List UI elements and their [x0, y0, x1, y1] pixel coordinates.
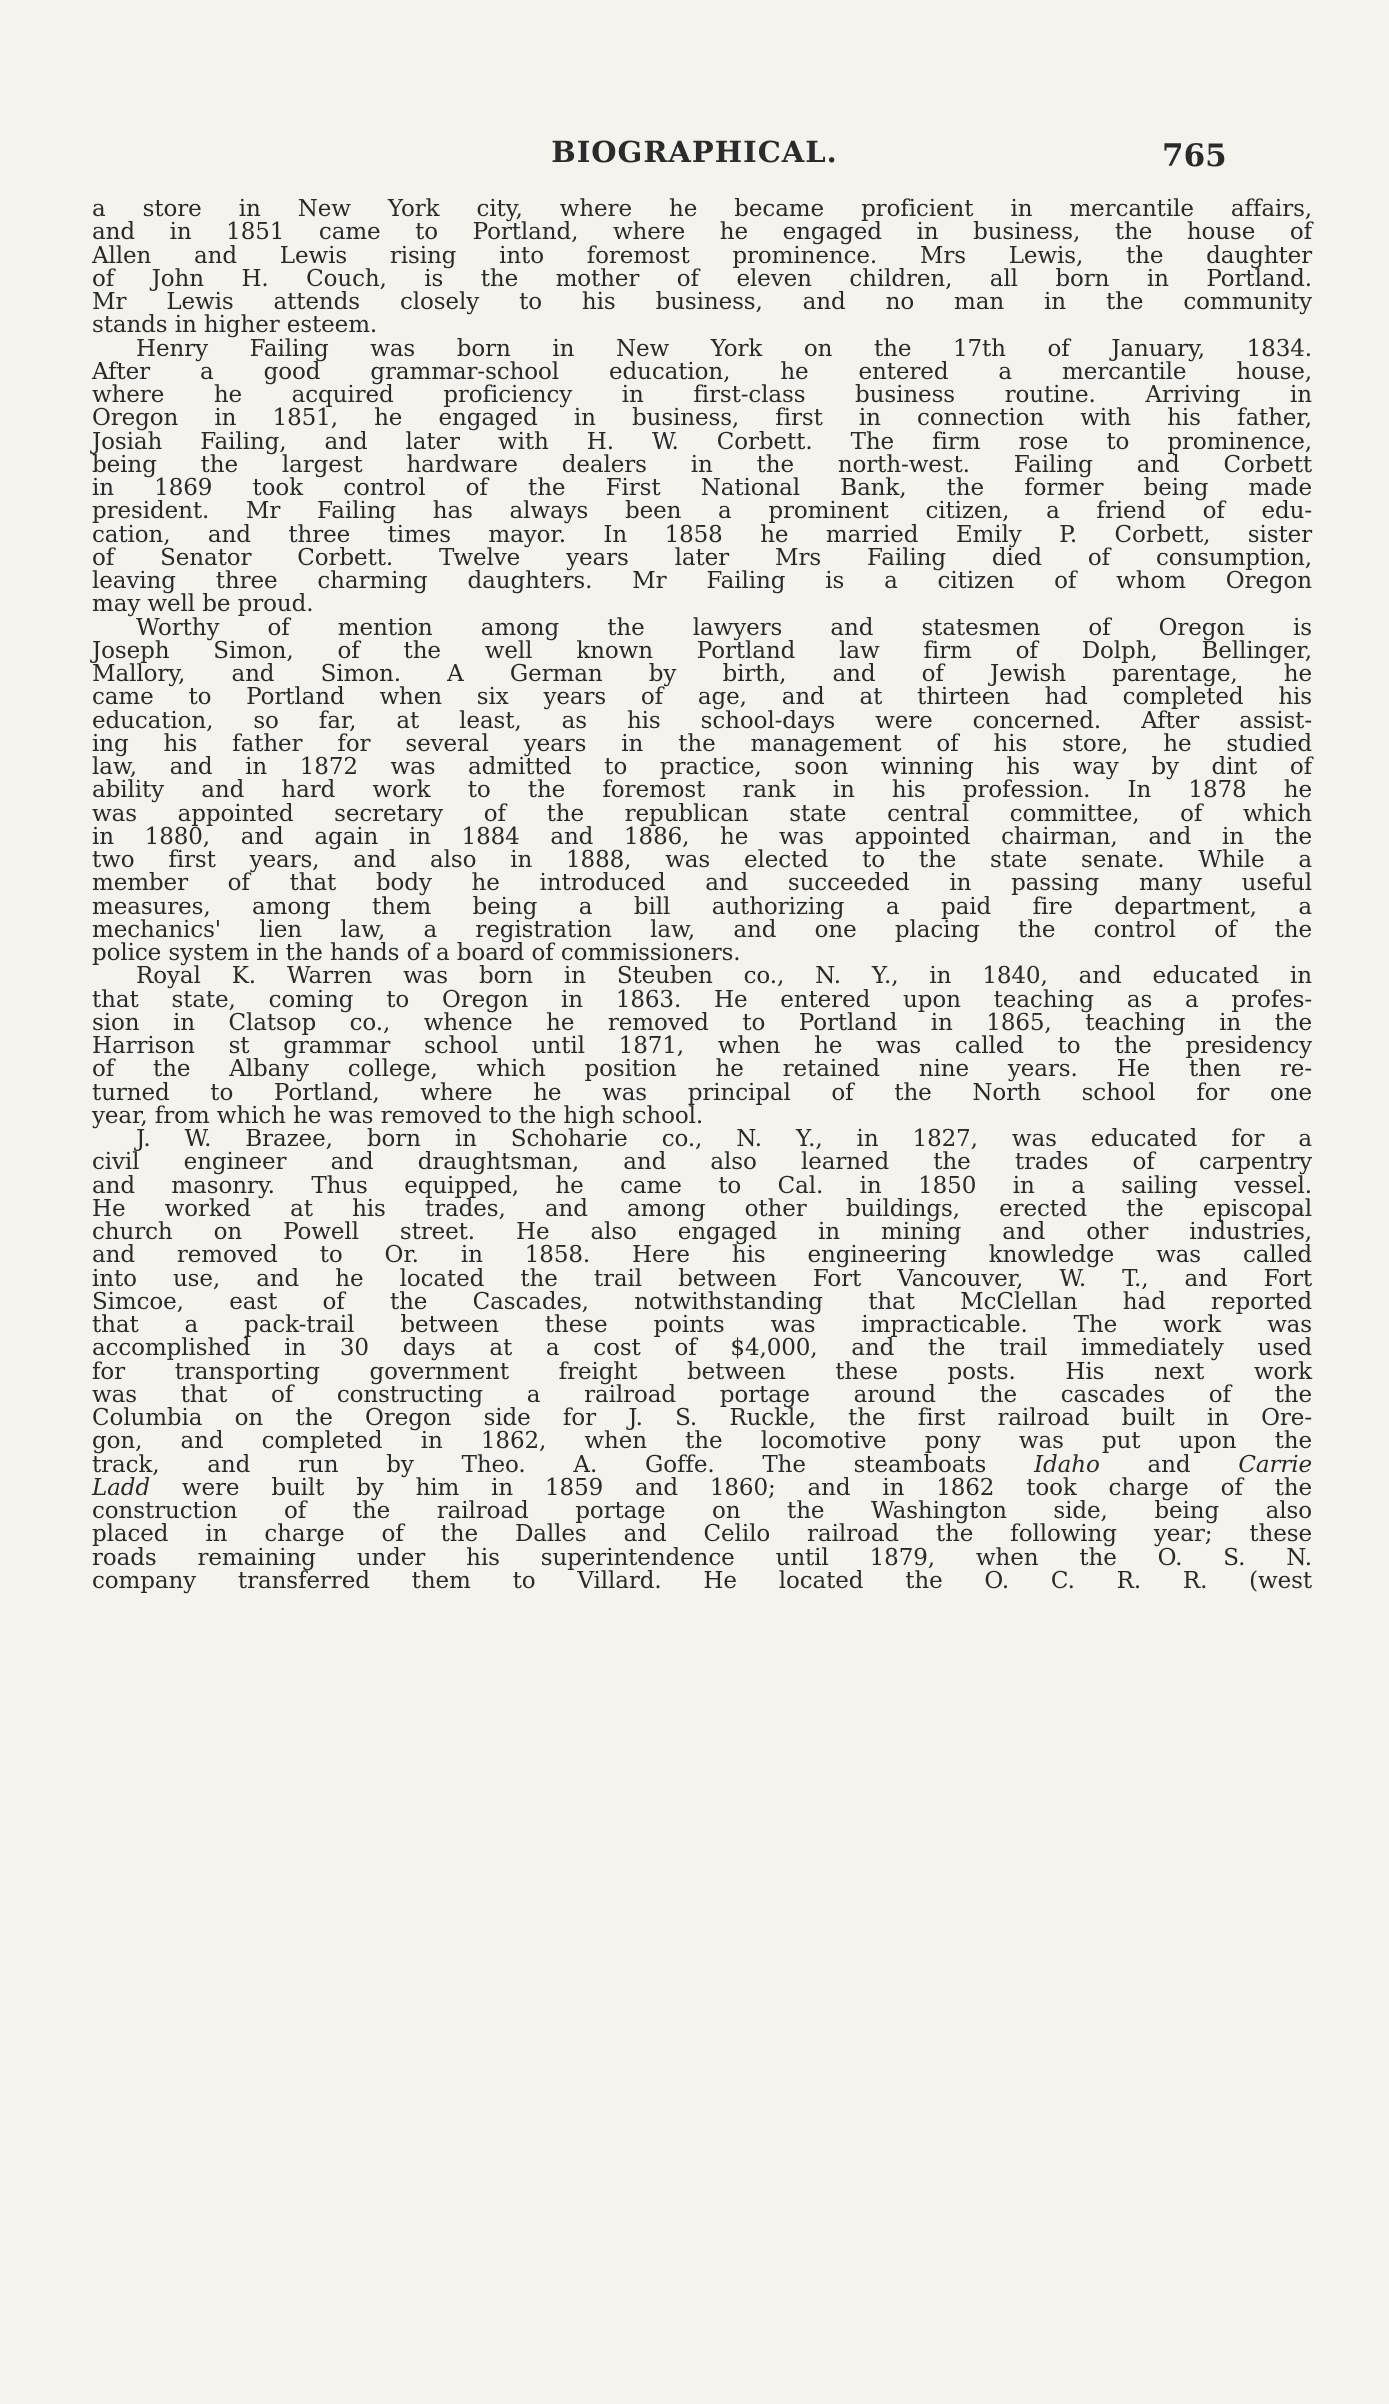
- text-line: [92, 358, 1312, 385]
- text-line: [92, 265, 1312, 292]
- text-line: [92, 893, 1312, 920]
- line-text: president. Mr Failing has always been a prominent citizen, a friend of edu-: [92, 498, 1312, 525]
- text-line: [92, 314, 1312, 337]
- text-line: [92, 1172, 1312, 1199]
- line-text: Royal K. Warren was born in Steuben co., N. Y., in 1840, and educated in: [136, 963, 1312, 990]
- line-text: in 1880, and again in 1884 and 1886, he was appointed chairman, and in the: [92, 823, 1312, 850]
- text-line: [92, 407, 1312, 430]
- text-line: [92, 849, 1312, 872]
- text-line: [92, 428, 1312, 455]
- text-line: [92, 686, 1312, 709]
- line-text: came to Portland when six years of age, and at thirteen had completed his: [92, 684, 1312, 711]
- line-text: and in 1851 came to Portland, where he engaged in business, the house of: [92, 219, 1312, 246]
- line-text: in 1869 took control of the First National Bank, the former being made: [92, 475, 1312, 501]
- line-text: education, so far, at least, as his school-days were concerned. After assist-: [92, 707, 1312, 734]
- text-line: [92, 942, 1312, 965]
- text-line: [92, 707, 1312, 734]
- text-line: [92, 1079, 1312, 1106]
- line-text: Josiah Failing, and later with H. W. Corbett. The firm rose to prominence,: [92, 428, 1312, 455]
- text-line: [92, 730, 1312, 757]
- text-line: [92, 1244, 1312, 1267]
- text-line: [92, 1523, 1312, 1546]
- line-text: police system in the hands of a board of commissioners.: [92, 940, 741, 966]
- text-line: [92, 756, 1312, 779]
- line-text: construction of the railroad portage on the Washington side, being also: [92, 1498, 1312, 1524]
- line-text: were built by him in 1859 and 1860; and in 1862 took charge of the: [150, 1474, 1312, 1501]
- text-line: [92, 663, 1312, 686]
- text-line: [92, 986, 1312, 1013]
- text-line: [92, 1035, 1312, 1058]
- line-text: Henry Failing was born in New York on the 17th of January, 1834.: [136, 335, 1312, 362]
- body-text: [92, 198, 1312, 1593]
- line-text: was appointed secretary of the republican state central committee, of which: [92, 800, 1312, 827]
- text-line: [92, 1314, 1312, 1337]
- line-text: Worthy of mention among the lawyers and statesmen of Oregon is: [136, 614, 1312, 641]
- line-text: ing his father for several years in the management of his store, he studied: [92, 730, 1312, 757]
- text-line: [92, 800, 1312, 827]
- italic-text: Carrie: [1238, 1451, 1312, 1478]
- line-text: cation, and three times mayor. In 1858 he married Emily P. Corbett, sister: [92, 521, 1312, 548]
- line-text: and removed to Or. in 1858. Here his engineering knowledge was called: [92, 1242, 1312, 1269]
- line-text: and: [1099, 1451, 1239, 1478]
- line-text: for transporting government freight between these posts. His next work: [92, 1358, 1312, 1385]
- text-line: [92, 1381, 1312, 1408]
- text-line: [92, 1221, 1312, 1244]
- line-text: Mallory, and Simon. A German by birth, and of Jewish parentage, he: [92, 661, 1312, 687]
- text-line: [92, 637, 1312, 664]
- text-line: [92, 451, 1312, 478]
- line-text: mechanics' lien law, a registration law, and one placing the control of the: [92, 916, 1312, 943]
- line-text: into use, and he located the trail between Fort Vancouver, W. T., and Fort: [92, 1265, 1312, 1292]
- line-text: company transferred them to Villard. He located the O. C. R. R. (west: [92, 1567, 1312, 1594]
- line-text: being the largest hardware dealers in the north-west. Failing and Corbett: [92, 451, 1312, 478]
- text-line: [92, 198, 1312, 221]
- text-line: [92, 570, 1312, 593]
- page-number: 765: [1162, 138, 1227, 174]
- line-text: civil engineer and draughtsman, and also learned the trades of carpentry: [92, 1149, 1312, 1176]
- line-text: church on Powell street. He also engaged in mining and other industries,: [92, 1219, 1312, 1245]
- line-text: of Senator Corbett. Twelve years later Mrs Failing died of consumption,: [92, 544, 1312, 571]
- line-text: a store in New York city, where he became proficient in mercantile affairs,: [92, 196, 1312, 222]
- line-text: was that of constructing a railroad portage around the cascades of the: [92, 1381, 1312, 1408]
- line-text: year, from which he was removed to the high school.: [92, 1102, 704, 1129]
- text-line: [92, 221, 1312, 244]
- line-text: Joseph Simon, of the well known Portland law firm of Dolph, Bellinger,: [92, 637, 1312, 664]
- text-line: [92, 916, 1312, 943]
- line-text: ability and hard work to the foremost rank in his profession. In 1878 he: [92, 777, 1312, 804]
- text-line: [92, 1151, 1312, 1174]
- text-line: [92, 1009, 1312, 1036]
- line-text: sion in Clatsop co., whence he removed to Portland in 1865, teaching in the: [92, 1009, 1312, 1036]
- text-line: [92, 965, 1312, 988]
- line-text: Harrison st grammar school until 1871, when he was called to the presidency: [92, 1033, 1312, 1059]
- text-line: [92, 291, 1312, 314]
- text-line: [92, 872, 1312, 895]
- line-text: He worked at his trades, and among other buildings, erected the episcopal: [92, 1195, 1312, 1222]
- text-line: [92, 521, 1312, 548]
- text-line: [92, 1337, 1312, 1360]
- line-text: two first years, and also in 1888, was elected to the state senate. While a: [92, 847, 1312, 873]
- text-line: [92, 593, 1312, 616]
- line-text: and masonry. Thus equipped, he came to Cal. in 1850 in a sailing vessel.: [92, 1172, 1312, 1199]
- text-line: [92, 477, 1312, 500]
- italic-text: Ladd: [92, 1474, 151, 1501]
- text-line: [92, 1358, 1312, 1385]
- line-text: accomplished in 30 days at a cost of $4,000, and the trail immediately used: [92, 1335, 1312, 1362]
- text-line: [92, 779, 1312, 802]
- text-line: [92, 335, 1312, 362]
- text-line: [92, 1102, 1312, 1129]
- line-text: that a pack-trail between these points was impracticable. The work was: [92, 1312, 1312, 1338]
- line-text: Mr Lewis attends closely to his business, and no man in the community: [92, 289, 1312, 315]
- line-text: where he acquired proficiency in first-class business routine. Arriving in: [92, 382, 1312, 408]
- line-text: Allen and Lewis rising into foremost prominence. Mrs Lewis, the daughter: [92, 242, 1312, 269]
- text-line: [92, 384, 1312, 407]
- line-text: of the Albany college, which position he retained nine years. He then re-: [92, 1056, 1312, 1083]
- line-text: Columbia on the Oregon side for J. S. Ruckle, the first railroad built in Ore-: [92, 1405, 1312, 1431]
- line-text: After a good grammar-school education, he entered a mercantile house,: [92, 358, 1312, 385]
- running-title: BIOGRAPHICAL.: [551, 135, 838, 169]
- line-text: measures, among them being a bill authorizing a paid fire department, a: [92, 893, 1312, 920]
- text-line: [92, 1407, 1312, 1430]
- line-text: gon, and completed in 1862, when the locomotive pony was put upon the: [92, 1428, 1312, 1455]
- line-text: roads remaining under his superintendence until 1879, when the O. S. N.: [92, 1544, 1312, 1571]
- text-line: [92, 1474, 1312, 1501]
- italic-text: Idaho: [1034, 1451, 1100, 1478]
- text-line: [92, 500, 1312, 523]
- line-text: Simcoe, east of the Cascades, notwithstanding that McClellan had reported: [92, 1288, 1312, 1315]
- text-line: [92, 544, 1312, 571]
- line-text: of John H. Couch, is the mother of eleven children, all born in Portland.: [92, 265, 1312, 292]
- text-line: [92, 1265, 1312, 1292]
- text-line: [92, 823, 1312, 850]
- text-line: [92, 1500, 1312, 1523]
- line-text: track, and run by Theo. A. Goffe. The steamboats: [92, 1451, 1035, 1478]
- text-line: [92, 1058, 1312, 1081]
- text-line: [92, 1430, 1312, 1453]
- line-text: J. W. Brazee, born in Schoharie co., N. Y., in 1827, was educated for a: [136, 1126, 1312, 1152]
- line-text: turned to Portland, where he was principal of the North school for one: [92, 1079, 1312, 1106]
- line-text: may well be proud.: [92, 591, 314, 618]
- line-text: leaving three charming daughters. Mr Failing is a citizen of whom Oregon: [92, 568, 1312, 594]
- text-line: [92, 614, 1312, 641]
- text-line: [92, 1544, 1312, 1571]
- line-text: placed in charge of the Dalles and Celilo railroad the following year; these: [92, 1521, 1312, 1548]
- text-line: [92, 1451, 1312, 1478]
- text-line: [92, 1567, 1312, 1594]
- line-text: stands in higher esteem.: [92, 312, 378, 339]
- text-line: [92, 1288, 1312, 1315]
- line-text: Oregon in 1851, he engaged in business, first in connection with his father,: [92, 405, 1312, 432]
- line-text: law, and in 1872 was admitted to practice, soon winning his way by dint of: [92, 754, 1312, 780]
- line-text: that state, coming to Oregon in 1863. He entered upon teaching as a profes-: [92, 986, 1312, 1013]
- text-line: [92, 242, 1312, 269]
- text-line: [92, 1195, 1312, 1222]
- text-line: [92, 1128, 1312, 1151]
- line-text: member of that body he introduced and succeeded in passing many useful: [92, 870, 1312, 897]
